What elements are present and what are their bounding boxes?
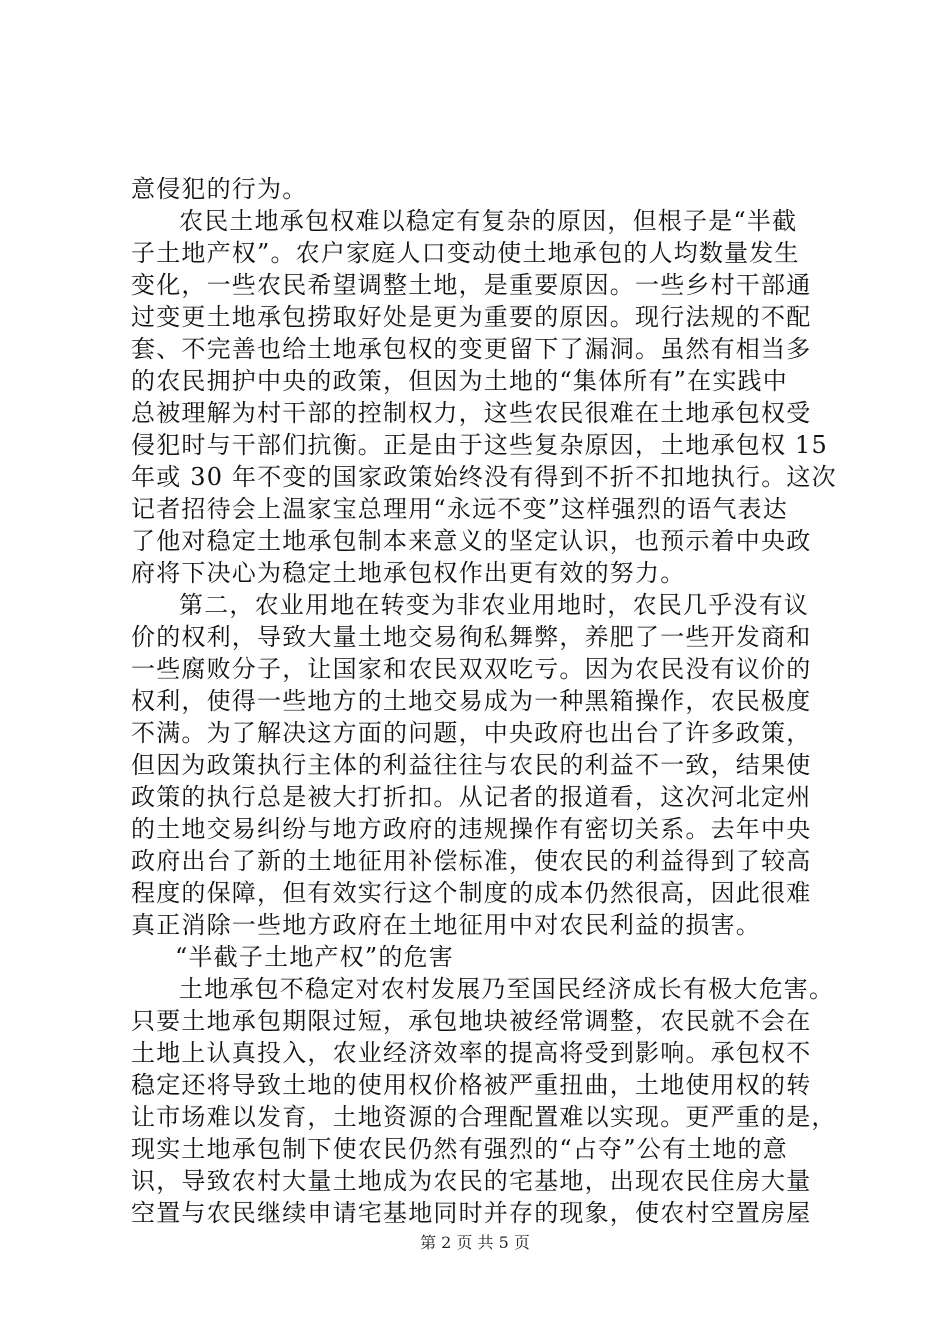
text-line: 意侵犯的行为。 bbox=[131, 175, 308, 203]
text-line: 变化，一些农民希望调整土地，是重要原因。一些乡村干部通 bbox=[131, 271, 812, 299]
text-line: 让市场难以发育，土地资源的合理配置难以实现。更严重的是， bbox=[131, 1103, 837, 1131]
paragraph-start-line: 农民土地承包权难以稳定有复杂的原因，但根子是“半截 bbox=[179, 207, 798, 235]
text-line: 一些腐败分子，让国家和农民双双吃亏。因为农民没有议价的 bbox=[131, 655, 812, 683]
text-line: 子土地产权”。农户家庭人口变动使土地承包的人均数量发生 bbox=[131, 239, 800, 267]
text-line: 土地上认真投入，农业经济效率的提高将受到影响。承包权不 bbox=[131, 1039, 812, 1067]
text-line: 真正消除一些地方政府在土地征用中对农民利益的损害。 bbox=[131, 911, 761, 939]
text-line: 空置与农民继续申请宅基地同时并存的现象，使农村空置房屋 bbox=[131, 1199, 812, 1227]
text-line: 程度的保障，但有效实行这个制度的成本仍然很高，因此很难 bbox=[131, 879, 812, 907]
text-line: 现实土地承包制下使农民仍然有强烈的“占夺”公有土地的意 bbox=[131, 1135, 788, 1163]
text-line: 记者招待会上温家宝总理用“永远不变”这样强烈的语气表达 bbox=[131, 495, 788, 523]
text-line: 套、不完善也给土地承包权的变更留下了漏洞。虽然有相当多 bbox=[131, 335, 812, 363]
body-text bbox=[131, 173, 837, 1229]
paragraph-start-line: 土地承包不稳定对农村发展乃至国民经济成长有极大危害。 bbox=[179, 975, 835, 1003]
page-number-footer: 第 2 页 共 5 页 bbox=[420, 1233, 530, 1252]
text-line: 政策的执行总是被大打折扣。从记者的报道看，这次河北定州 bbox=[131, 783, 812, 811]
text-line: 了他对稳定土地承包制本来意义的坚定认识，也预示着中央政 bbox=[131, 527, 812, 555]
text-line: 识，导致农村大量土地成为农民的宅基地，出现农民住房大量 bbox=[131, 1167, 812, 1195]
text-line: 权利，使得一些地方的土地交易成为一种黑箱操作，农民极度 bbox=[131, 687, 812, 715]
text-line: 过变更土地承包捞取好处是更为重要的原因。现行法规的不配 bbox=[131, 303, 812, 331]
text-line: 的土地交易纠纷与地方政府的违规操作有密切关系。去年中央 bbox=[131, 815, 812, 843]
paragraph-start-line: 第二，农业用地在转变为非农业用地时，农民几乎没有议 bbox=[179, 591, 809, 619]
text-line: 但因为政策执行主体的利益往往与农民的利益不一致，结果使 bbox=[131, 751, 812, 779]
text-line: 只要土地承包期限过短，承包地块被经常调整，农民就不会在 bbox=[131, 1007, 812, 1035]
text-line: 的农民拥护中央的政策，但因为土地的“集体所有”在实践中 bbox=[131, 367, 788, 395]
text-line: 年或 30 年不变的国家政策始终没有得到不折不扣地执行。这次 bbox=[131, 463, 837, 491]
text-line: 价的权利，导致大量土地交易徇私舞弊，养肥了一些开发商和 bbox=[131, 623, 812, 651]
text-line: 稳定还将导致土地的使用权价格被严重扭曲，土地使用权的转 bbox=[131, 1071, 812, 1099]
text-line: 政府出台了新的土地征用补偿标准，使农民的利益得到了较高 bbox=[131, 847, 812, 875]
text-line: 府将下决心为稳定土地承包权作出更有效的努力。 bbox=[131, 559, 686, 587]
section-heading: “半截子土地产权”的危害 bbox=[175, 943, 454, 971]
text-line: 不满。为了解决这方面的问题，中央政府也出台了许多政策， bbox=[131, 719, 812, 747]
text-line: 侵犯时与干部们抗衡。正是由于这些复杂原因，土地承包权 15 bbox=[131, 431, 828, 459]
text-line: 总被理解为村干部的控制权力，这些农民很难在土地承包权受 bbox=[131, 399, 812, 427]
